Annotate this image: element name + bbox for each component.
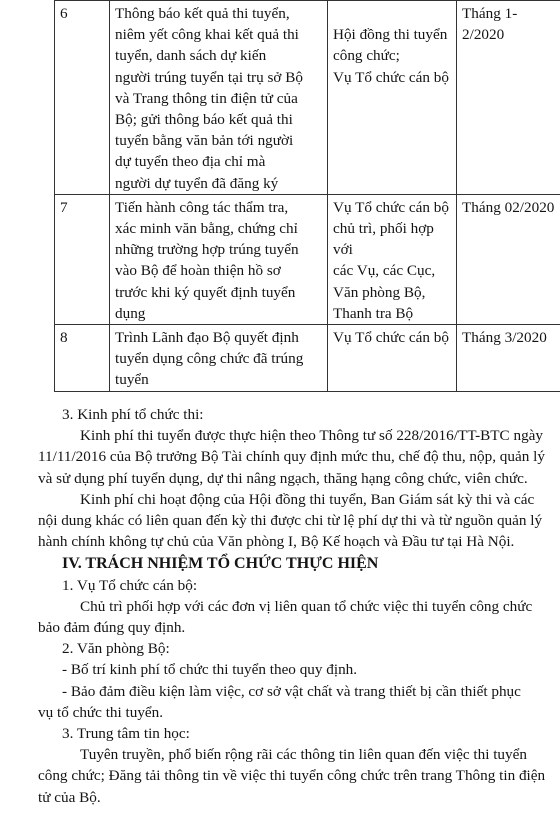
section-3-para-2-line-2: nội dung khác có liên quan đến kỳ thi được chi từ lệ phí dự thi và từ nguồn quản lý (38, 512, 543, 530)
responsible-unit-cell (328, 325, 457, 392)
task-cell (110, 325, 328, 392)
schedule-table-body (55, 1, 560, 392)
task-line: và Trang thông tin điện tử của (115, 89, 298, 107)
section-3-para-2-line-3: hành chính không tự chủ của Văn phòng I, Bộ Kế hoạch và Đầu tư tại Hà Nội. (38, 533, 515, 551)
item-2-bullet-2-line-1: - Bảo đảm điều kiện làm việc, cơ sở vật chất và trang thiết bị cần thiết phục (62, 682, 521, 700)
task-line: dự tuyển theo địa chỉ mà (115, 153, 266, 171)
task-line: những trường hợp trúng tuyển (115, 241, 299, 259)
table-row (55, 1, 560, 195)
responsible-unit-cell (328, 1, 457, 195)
section-3-para-1-line-1: Kinh phí thi tuyển được thực hiện theo Thông tư số 228/2016/TT-BTC ngày (80, 427, 544, 445)
schedule-table (54, 0, 560, 392)
task-line: tuyển dụng công chức đã trúng (115, 350, 304, 368)
responsible-unit-line (333, 3, 451, 24)
section-3-para-2-line-1: Kinh phí chi hoạt động của Hội đồng thi tuyển, Ban Giám sát kỳ thi và các (80, 490, 535, 508)
task-cell (110, 194, 328, 324)
task-line: Trình Lãnh đạo Bộ quyết định (115, 329, 299, 347)
section-4-heading: IV. TRÁCH NHIỆM TỔ CHỨC THỰC HIỆN (62, 555, 379, 573)
responsible-unit-line: Văn phòng Bộ, (333, 283, 426, 301)
timeline-cell: Tháng 3/2020 (457, 325, 560, 392)
item-1-line-1: Chủ trì phối hợp với các đơn vị liên quan tổ chức việc thi tuyển công chức (80, 597, 533, 615)
item-1-title: 1. Vụ Tổ chức cán bộ: (62, 576, 198, 594)
item-3-line-3: tử của Bộ. (38, 788, 101, 806)
item-2-title: 2. Văn phòng Bộ: (62, 640, 170, 658)
task-line: tuyển bằng văn bản tới người (115, 132, 294, 150)
item-1-line-2: bảo đảm đúng quy định. (38, 619, 186, 637)
task-line: tuyển, danh sách dự kiến (115, 47, 267, 65)
responsible-unit-line: Vụ Tổ chức cán bộ (333, 68, 449, 86)
task-line: người trúng tuyển tại trụ sở Bộ (115, 68, 303, 86)
timeline-cell: Tháng 02/2020 (457, 194, 560, 324)
task-line: xác minh văn bằng, chứng chỉ (115, 220, 298, 238)
responsible-unit-line: Thanh tra Bộ (333, 304, 414, 322)
responsible-unit-line: Vụ Tổ chức cán bộ (333, 329, 449, 347)
timeline-cell: Tháng 1-2/2020 (457, 1, 560, 195)
task-line: Tiến hành công tác thẩm tra, (115, 198, 289, 216)
table-row (55, 194, 560, 324)
responsible-unit-line: Hội đồng thi tuyển (333, 26, 448, 44)
section-3-para-1-line-2: 11/11/2016 của Bộ trưởng Bộ Tài chính quy định mức thu, chế độ thu, nộp, quản lý (38, 448, 545, 466)
item-2-bullet-1: - Bố trí kinh phí tổ chức thi tuyển theo quy định. (62, 661, 358, 679)
item-3-line-1: Tuyên truyền, phổ biến rộng rãi các thông tin liên quan đến việc thi tuyển (80, 746, 527, 764)
item-3-title: 3. Trung tâm tin học: (62, 725, 190, 743)
task-line: tuyển (115, 371, 149, 389)
body-text (0, 404, 560, 808)
table-row (55, 325, 560, 392)
row-number-cell: 6 (55, 1, 110, 195)
item-2-bullet-2-line-2: vụ tổ chức thi tuyển. (38, 703, 164, 721)
row-number-cell: 7 (55, 194, 110, 324)
responsible-unit-line: Vụ Tổ chức cán bộ (333, 198, 449, 216)
task-cell (110, 1, 328, 195)
responsible-unit-line: công chức; (333, 47, 400, 65)
responsible-unit-line: các Vụ, các Cục, (333, 262, 436, 280)
section-3-para-1-line-3: và sử dụng phí tuyển dụng, dự thi nâng ngạch, thăng hạng công chức, viên chức. (38, 469, 528, 487)
task-line: vào Bộ để hoàn thiện hồ sơ (115, 262, 281, 280)
responsible-unit-cell (328, 194, 457, 324)
section-3-title: 3. Kinh phí tổ chức thi: (62, 406, 204, 423)
item-3-line-2: công chức; Đăng tải thông tin về việc thi tuyển công chức trên trang Thông tin điện (38, 767, 546, 785)
task-line: trước khi ký quyết định tuyển (115, 283, 296, 301)
row-number-cell: 8 (55, 325, 110, 392)
task-line: Thông báo kết quả thi tuyển, (115, 5, 290, 22)
task-line: niêm yết công khai kết quả thi (115, 26, 299, 44)
responsible-unit-line: chủ trì, phối hợp với (333, 220, 434, 259)
task-line: dụng (115, 304, 146, 322)
task-line: Bộ; gửi thông báo kết quả thi (115, 111, 293, 129)
task-line: người dự tuyển đã đăng ký (115, 174, 279, 192)
